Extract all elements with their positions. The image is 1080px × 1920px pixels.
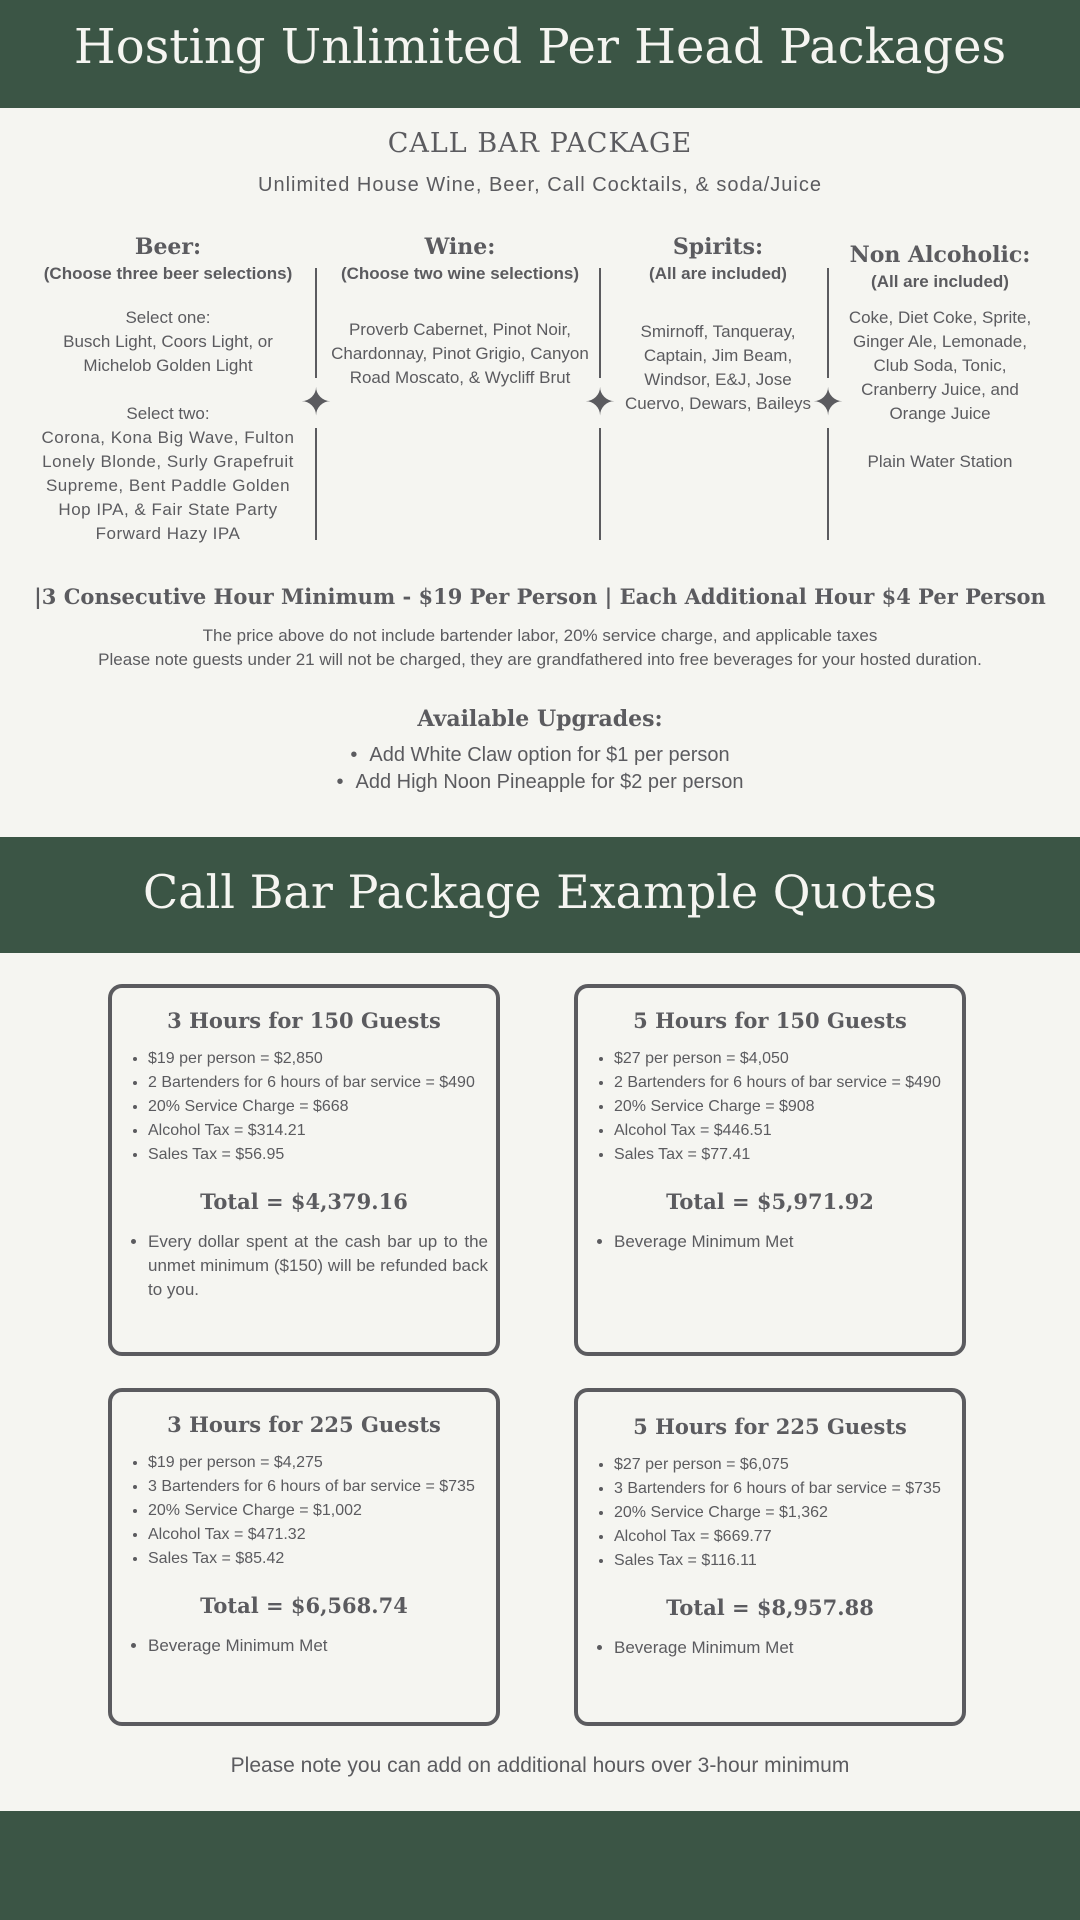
beer-note: (Choose three beer selections)	[43, 264, 293, 283]
non-alcoholic-note: (All are included)	[871, 272, 1009, 291]
quote-item: • 3 Bartenders for 6 hours of bar service = $735	[148, 1475, 496, 1499]
quote-item: • Sales Tax = $56.95	[148, 1143, 496, 1167]
quote-note: • Beverage Minimum Met	[614, 1230, 962, 1254]
pricing-note-under21: Please note guests under 21 will not be charged, they are grandfathered into free beverages for your hosted duration.	[98, 650, 982, 669]
quote-item: • Sales Tax = $116.11	[614, 1549, 962, 1573]
quote-title: 3 Hours for 225 Guests	[167, 1412, 441, 1437]
page-title: Hosting Unlimited Per Head Packages	[73, 19, 1007, 75]
quotes-header-band	[0, 837, 1080, 953]
quote-items	[578, 1047, 962, 1167]
quote-card-3h-150	[108, 984, 500, 1356]
quote-notes	[112, 1634, 496, 1658]
non-alcoholic-heading: Non Alcoholic:	[849, 242, 1031, 268]
upgrade-item: • Add High Noon Pineapple for $2 per person	[0, 769, 1080, 796]
upgrade-item: • Add White Claw option for $1 per person	[0, 742, 1080, 769]
quote-item: • Alcohol Tax = $471.32	[148, 1523, 496, 1547]
quote-notes	[578, 1636, 962, 1660]
header-band	[0, 0, 1080, 108]
quote-card-5h-150	[574, 984, 966, 1356]
spirits-heading: Spirits:	[672, 234, 764, 260]
beer-column	[28, 234, 308, 546]
quote-total: Total = $4,379.16	[200, 1189, 408, 1214]
package-title: CALL BAR PACKAGE	[387, 128, 693, 159]
upgrades-title: Available Upgrades:	[417, 706, 663, 732]
beer-select-one-label: Select one:	[125, 308, 211, 327]
quote-item: • $19 per person = $4,275	[148, 1451, 496, 1475]
quote-item: • 3 Bartenders for 6 hours of bar service = $735	[614, 1477, 962, 1501]
quote-item: • 20% Service Charge = $908	[614, 1095, 962, 1119]
beer-select-two-label: Select two:	[126, 404, 210, 423]
column-divider	[599, 268, 601, 378]
quote-title: 5 Hours for 225 Guests	[633, 1414, 907, 1439]
quote-item: • $27 per person = $6,075	[614, 1453, 962, 1477]
quote-items	[112, 1047, 496, 1167]
column-divider	[599, 428, 601, 540]
quote-notes	[578, 1230, 962, 1254]
quote-title: 3 Hours for 150 Guests	[167, 1008, 441, 1033]
wine-list: Proverb Cabernet, Pinot Noir, Chardonnay, Pinot Grigio, Canyon Road Moscato, & Wycliff Brut	[331, 320, 589, 387]
non-alcoholic-extra: Plain Water Station	[867, 452, 1013, 471]
quote-note: • Beverage Minimum Met	[148, 1634, 496, 1658]
wine-heading: Wine:	[424, 234, 496, 260]
four-point-star-icon: ✦	[300, 382, 332, 424]
non-alcoholic-column	[836, 242, 1044, 474]
quote-item: • Sales Tax = $77.41	[614, 1143, 962, 1167]
quote-total: Total = $5,971.92	[666, 1189, 874, 1214]
quote-title: 5 Hours for 150 Guests	[633, 1008, 907, 1033]
quote-item: • 2 Bartenders for 6 hours of bar service = $490	[614, 1071, 962, 1095]
beer-select-two: Corona, Kona Big Wave, Fulton Lonely Blonde, Surly Grapefruit Supreme, Bent Paddle Golden Hop IPA, & Fair State Party Forward Hazy IPA	[41, 428, 295, 543]
column-divider	[827, 428, 829, 540]
spirits-note: (All are included)	[649, 264, 787, 283]
quote-total: Total = $6,568.74	[200, 1593, 408, 1618]
four-point-star-icon: ✦	[584, 382, 616, 424]
quote-item: • 20% Service Charge = $1,002	[148, 1499, 496, 1523]
quote-item: • 20% Service Charge = $1,362	[614, 1501, 962, 1525]
column-divider	[827, 268, 829, 378]
spirits-list: Smirnoff, Tanqueray, Captain, Jim Beam, Windsor, E&J, Jose Cuervo, Dewars, Baileys	[624, 322, 812, 413]
four-point-star-icon: ✦	[812, 382, 844, 424]
quote-item: • Alcohol Tax = $314.21	[148, 1119, 496, 1143]
quote-item: • Alcohol Tax = $669.77	[614, 1525, 962, 1549]
wine-note: (Choose two wine selections)	[340, 264, 580, 283]
quote-item: • 20% Service Charge = $668	[148, 1095, 496, 1119]
column-divider	[315, 428, 317, 540]
beer-select-one: Busch Light, Coors Light, or Michelob Golden Light	[63, 332, 273, 375]
quote-item: • $27 per person = $4,050	[614, 1047, 962, 1071]
pricing-note-taxes: The price above do not include bartender labor, 20% service charge, and applicable taxes	[202, 626, 878, 645]
quote-note: • Every dollar spent at the cash bar up to the unmet minimum ($150) will be refunded back to you.	[148, 1230, 488, 1302]
quote-item: • Alcohol Tax = $446.51	[614, 1119, 962, 1143]
footer-band	[0, 1811, 1080, 1920]
quote-total: Total = $8,957.88	[666, 1595, 874, 1620]
quotes-title: Call Bar Package Example Quotes	[142, 865, 938, 919]
beer-heading: Beer:	[134, 234, 202, 260]
quote-items	[578, 1453, 962, 1573]
footer-note: Please note you can add on additional hours over 3-hour minimum	[230, 1754, 850, 1777]
quote-item: • 2 Bartenders for 6 hours of bar service = $490	[148, 1071, 496, 1095]
non-alcoholic-list: Coke, Diet Coke, Sprite, Ginger Ale, Lemonade, Club Soda, Tonic, Cranberry Juice, and Orange Juice	[848, 308, 1032, 423]
spirits-column	[620, 234, 816, 416]
minimum-pricing-line: |3 Consecutive Hour Minimum - $19 Per Person | Each Additional Hour $4 Per Person	[34, 584, 1046, 609]
package-subtitle: Unlimited House Wine, Beer, Call Cocktails, & soda/Juice	[258, 174, 822, 196]
quote-note: • Beverage Minimum Met	[614, 1636, 962, 1660]
quote-item: • $19 per person = $2,850	[148, 1047, 496, 1071]
quote-items	[112, 1451, 496, 1571]
quote-item: • Sales Tax = $85.42	[148, 1547, 496, 1571]
quote-notes	[112, 1230, 496, 1302]
quote-card-5h-225	[574, 1388, 966, 1726]
wine-column	[330, 234, 590, 390]
upgrades-list	[0, 742, 1080, 796]
column-divider	[315, 268, 317, 378]
quote-card-3h-225	[108, 1388, 500, 1726]
